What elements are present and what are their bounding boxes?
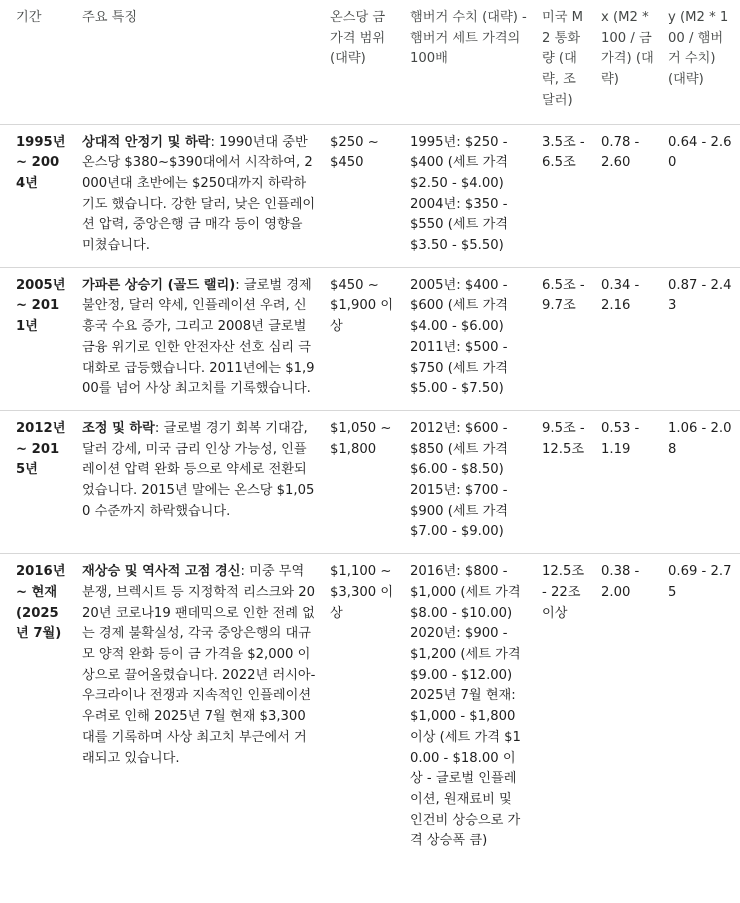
- x-cell: 0.34 - 2.16: [593, 267, 660, 410]
- header-m2: 미국 M2 통화량 (대략, 조 달러): [534, 0, 593, 124]
- features-cell: [74, 554, 322, 862]
- burger-index-cell: [402, 124, 534, 267]
- gold-price-cell: $250 ~ $450: [322, 124, 402, 267]
- table-row: [0, 410, 740, 553]
- header-x: x (M2 * 100 / 금 가격) (대략): [593, 0, 660, 124]
- header-row: [0, 0, 740, 124]
- table-row: [0, 554, 740, 862]
- burger-line: 1995년: $250 - $400 (세트 가격 $2.50 - $4.00): [410, 134, 509, 191]
- burger-line: 2020년: $900 - $1,200 (세트 가격 $9.00 - $12.00): [410, 626, 521, 683]
- y-cell: 0.87 - 2.43: [660, 267, 740, 410]
- x-cell: 0.53 - 1.19: [593, 410, 660, 553]
- burger-line: 2005년: $400 - $600 (세트 가격 $4.00 - $6.00): [410, 277, 509, 335]
- burger-line: 2025년 7월 현재: $1,000 - $1,800 이상 (세트 가격 $10.00 - $18.00 이상 - 글로벌 인플레이션, 원재료비 및 인건비 상승으로 가격 상승폭 큼): [410, 688, 521, 849]
- x-cell: 0.38 - 2.00: [601, 564, 640, 600]
- burger-line: 2012년: $600 - $850 (세트 가격 $6.00 - $8.50): [410, 420, 509, 478]
- feature-text: : 글로벌 경기 회복 기대감, 달러 강세, 미국 금리 인상 가능성, 인플레이션 압력 완화 등으로 약세로 전환되었습니다. 2015년 말에는 온스당 $1,050 수준까지 하락했습니다.: [82, 420, 315, 519]
- period-cell: 1995년 ~ 2004년: [0, 124, 74, 267]
- y-cell: 0.64 - 2.60: [660, 124, 740, 267]
- y-cell: 1.06 - 2.08: [660, 410, 740, 553]
- header-y: y (M2 * 100 / 햄버거 수치) (대략): [660, 0, 740, 124]
- table-row: [0, 124, 740, 267]
- gold-price-cell: $1,100 ~ $3,300 이상: [330, 564, 394, 621]
- table-row: [0, 267, 740, 410]
- header-period: 기간: [0, 0, 74, 124]
- period-cell: 2012년 ~ 2015년: [0, 410, 74, 553]
- features-cell: [74, 267, 322, 410]
- feature-text: : 미중 무역 분쟁, 브렉시트 등 지정학적 리스크와 2020년 코로나19 팬데믹으로 인한 전례 없는 경제 불확실성, 각국 중앙은행의 대규모 양적 완화 등이 금 가격을 $2,000 이상으로 끌어올렸습니다. 2022년 러시아-우크라이나 전쟁과 지속적인 인플레이션 우려로 인해 2025년 7월 현재 $3,300대를 기록하며 사상 최고치 부근에서 거래되고 있습니다.: [82, 564, 316, 766]
- x-cell: 0.78 - 2.60: [593, 124, 660, 267]
- burger-line: 2015년: $700 - $900 (세트 가격 $7.00 - $9.00): [410, 483, 509, 540]
- feature-title: 상대적 안정기 및 하락: [82, 134, 211, 150]
- m2-cell: 3.5조 - 6.5조: [534, 124, 593, 267]
- burger-index-cell: [402, 554, 534, 862]
- m2-cell: 9.5조 - 12.5조: [534, 410, 593, 553]
- feature-title: 조정 및 하락: [82, 420, 155, 436]
- period-cell: 2005년 ~ 2011년: [0, 267, 74, 410]
- features-cell: [74, 124, 322, 267]
- burger-index-cell: [402, 410, 534, 553]
- header-gold-price: 온스당 금 가격 범위 (대략): [322, 0, 402, 124]
- burger-line: 2016년: $800 - $1,000 (세트 가격 $8.00 - $10.00): [410, 564, 521, 621]
- y-cell: 0.69 - 2.75: [668, 564, 732, 600]
- m2-cell: 12.5조 - 22조 이상: [542, 564, 585, 621]
- period-cell: 2016년 ~ 현재 (2025년 7월): [16, 564, 66, 642]
- feature-title: 재상승 및 역사적 고점 경신: [82, 564, 241, 580]
- header-burger-index: 햄버거 수치 (대략) - 햄버거 세트 가격의 100배: [402, 0, 534, 124]
- feature-text: : 글로벌 경제 불안정, 달러 약세, 인플레이션 우려, 신흥국 수요 증가, 그리고 2008년 글로벌 금융 위기로 인한 안전자산 선호 심리 극대화로 급등했습니다. 2011년에는 $1,900를 넘어 사상 최고치를 기록했습니다.: [82, 277, 315, 397]
- burger-line: 2011년: $500 - $750 (세트 가격 $5.00 - $7.50): [410, 339, 509, 397]
- feature-text: : 1990년대 중반 온스당 $380~$390대에서 시작하여, 2000년대 초반에는 $250대까지 하락하기도 했습니다. 강한 달러, 낮은 인플레이션 압력, 중앙은행 금 매각 등이 영향을 미쳤습니다.: [82, 134, 316, 254]
- burger-line: 2004년: $350 - $550 (세트 가격 $3.50 - $5.50): [410, 196, 509, 254]
- burger-index-cell: [402, 267, 534, 410]
- header-features: 주요 특징: [74, 0, 322, 124]
- gold-price-cell: $450 ~ $1,900 이상: [322, 267, 402, 410]
- features-cell: [74, 410, 322, 553]
- gold-price-cell: $1,050 ~ $1,800: [322, 410, 402, 553]
- m2-cell: 6.5조 - 9.7조: [534, 267, 593, 410]
- feature-title: 가파른 상승기 (골드 랠리): [82, 277, 236, 293]
